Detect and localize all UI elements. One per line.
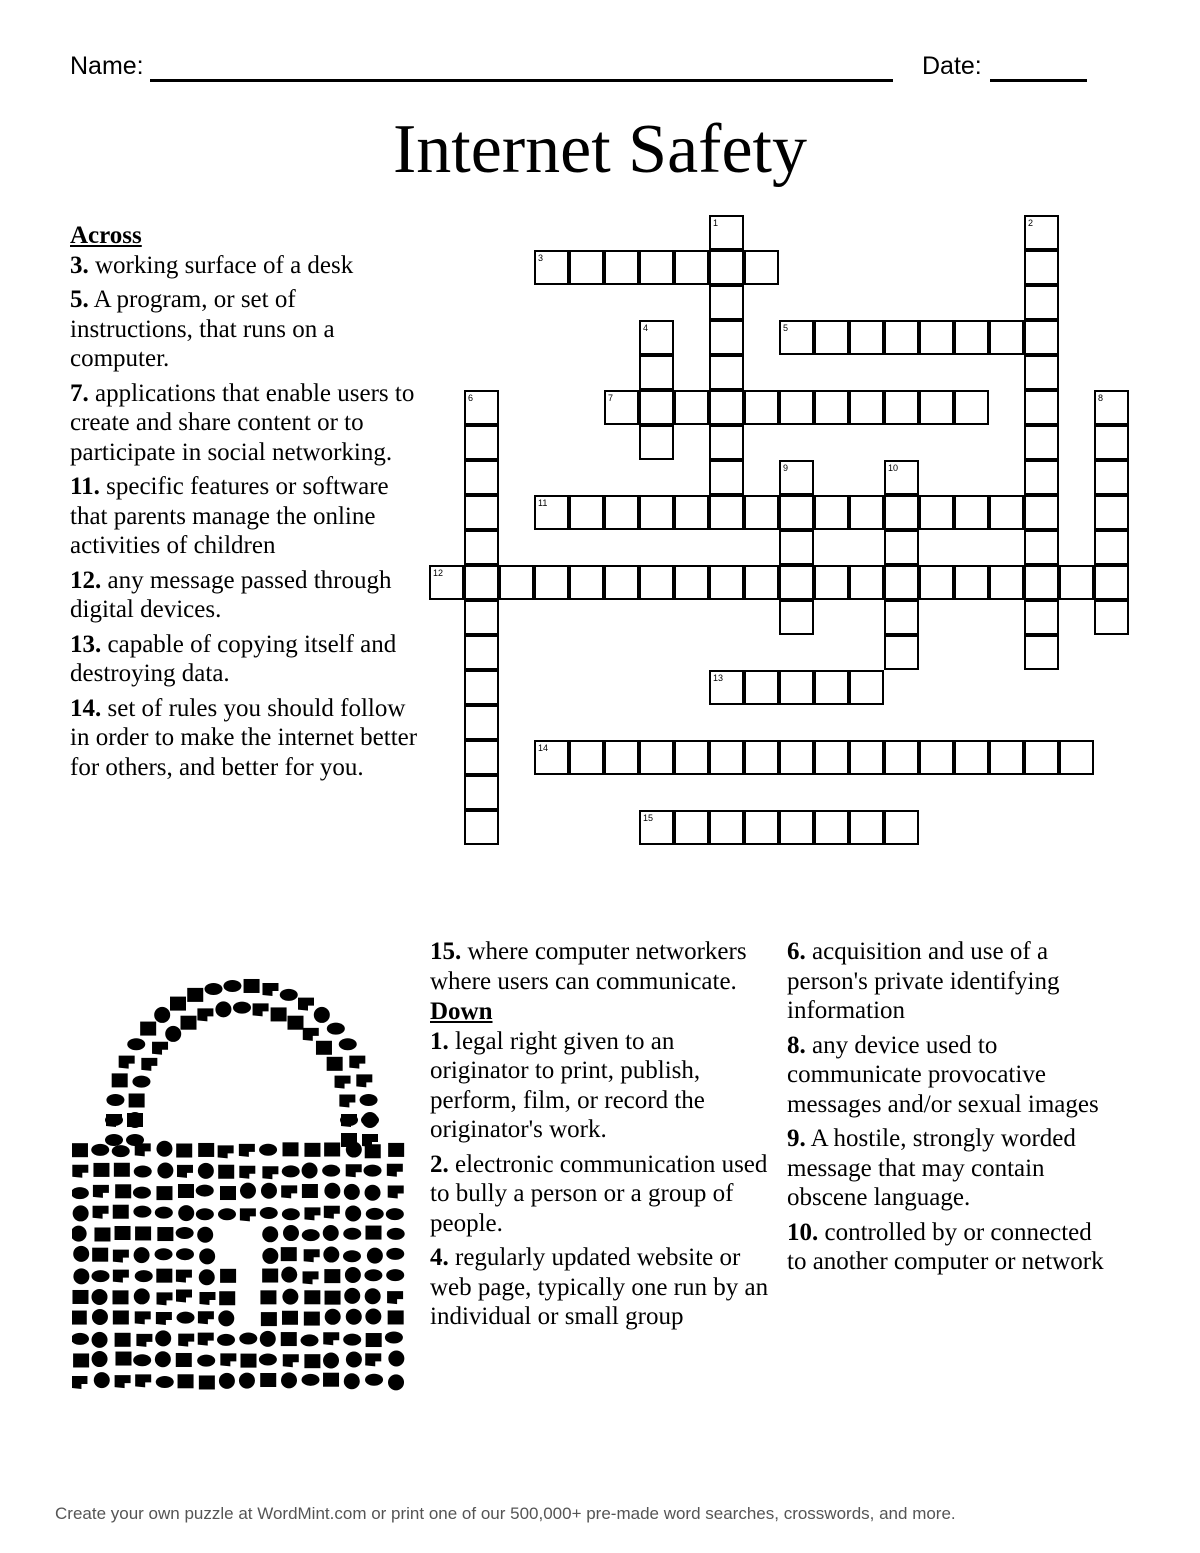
grid-cell[interactable] xyxy=(1024,320,1059,355)
grid-cell[interactable] xyxy=(674,495,709,530)
grid-cell[interactable] xyxy=(779,565,814,600)
grid-cell[interactable] xyxy=(779,530,814,565)
grid-cell[interactable] xyxy=(954,390,989,425)
clue-across-5: 5. A program, or set of instructions, that runs on a computer. xyxy=(70,286,335,372)
clue-across-3: 3. working surface of a desk xyxy=(70,251,354,279)
grid-cell[interactable] xyxy=(1094,565,1129,600)
grid-cell[interactable] xyxy=(1094,530,1129,565)
grid-cell[interactable] xyxy=(779,600,814,635)
date-label: Date: xyxy=(922,52,982,80)
grid-cell[interactable] xyxy=(1024,740,1059,775)
grid-cell[interactable] xyxy=(639,740,674,775)
grid-cell[interactable] xyxy=(744,810,779,845)
page-title: Internet Safety xyxy=(393,111,807,188)
grid-cell[interactable] xyxy=(674,390,709,425)
grid-cell[interactable] xyxy=(464,565,499,600)
grid-cell[interactable] xyxy=(849,565,884,600)
grid-cell[interactable] xyxy=(464,810,499,845)
grid-cell[interactable] xyxy=(639,355,674,390)
grid-cell[interactable] xyxy=(604,740,639,775)
grid-cell[interactable] xyxy=(814,390,849,425)
grid-cell[interactable] xyxy=(709,740,744,775)
grid-cell[interactable] xyxy=(779,495,814,530)
middle-clues-column xyxy=(430,937,775,1337)
grid-cell[interactable] xyxy=(639,250,674,285)
down-heading: Down xyxy=(430,998,493,1025)
name-field-line[interactable] xyxy=(150,79,893,82)
grid-cell[interactable] xyxy=(709,565,744,600)
across-heading: Across xyxy=(70,222,142,249)
grid-cell[interactable] xyxy=(779,390,814,425)
clue-number-1: 1 xyxy=(713,218,719,228)
clue-number-10: 10 xyxy=(888,463,899,473)
across-clues-column xyxy=(70,221,420,787)
grid-cell[interactable] xyxy=(1024,495,1059,530)
clue-down-1: 1. legal right given to an originator to print, publish, perform, film, or record the originator's work. xyxy=(430,1027,705,1143)
grid-cell[interactable] xyxy=(464,775,499,810)
grid-cell[interactable] xyxy=(1024,250,1059,285)
grid-cell[interactable] xyxy=(1094,460,1129,495)
grid-cell[interactable] xyxy=(464,670,499,705)
grid-cell[interactable] xyxy=(919,390,954,425)
grid-cell[interactable] xyxy=(1094,425,1129,460)
clue-down-8: 8. any device used to communicate provocative messages and/or sexual images xyxy=(787,1031,1099,1118)
grid-cell[interactable] xyxy=(919,320,954,355)
grid-cell[interactable] xyxy=(954,565,989,600)
grid-cell[interactable] xyxy=(464,495,499,530)
grid-cell[interactable] xyxy=(604,495,639,530)
grid-cell[interactable] xyxy=(989,320,1024,355)
clue-down-9: 9. A hostile, strongly worded message that may contain obscene language. xyxy=(787,1125,1076,1211)
clue-number-4: 4 xyxy=(643,323,649,333)
grid-cell[interactable] xyxy=(709,355,744,390)
grid-cell[interactable] xyxy=(604,250,639,285)
date-field-line[interactable] xyxy=(990,79,1087,82)
grid-cell[interactable] xyxy=(849,320,884,355)
grid-cell[interactable] xyxy=(569,495,604,530)
clue-across-12: 12. any message passed through digital devices. xyxy=(70,566,392,623)
grid-cell[interactable] xyxy=(884,740,919,775)
grid-cell[interactable] xyxy=(674,740,709,775)
clue-across-11: 11. specific features or software that parents manage the online activities of children xyxy=(70,473,389,559)
grid-cell[interactable] xyxy=(884,600,919,635)
grid-cell[interactable] xyxy=(814,740,849,775)
grid-cell[interactable] xyxy=(709,810,744,845)
grid-cell[interactable] xyxy=(1024,635,1059,670)
grid-cell[interactable] xyxy=(1024,390,1059,425)
padlock-icon xyxy=(72,970,412,1410)
grid-cell[interactable] xyxy=(814,320,849,355)
grid-cell[interactable] xyxy=(639,425,674,460)
grid-cell[interactable] xyxy=(1059,740,1094,775)
clue-across-15: 15. where computer networkers where users can communicate. xyxy=(430,938,747,995)
grid-cell[interactable] xyxy=(674,250,709,285)
grid-cell[interactable] xyxy=(569,565,604,600)
grid-cell[interactable] xyxy=(464,600,499,635)
grid-cell[interactable] xyxy=(989,740,1024,775)
clue-number-5: 5 xyxy=(783,323,789,333)
grid-cell[interactable] xyxy=(709,390,744,425)
grid-cell[interactable] xyxy=(849,390,884,425)
right-clues-column xyxy=(787,937,1117,1282)
grid-cell[interactable] xyxy=(1024,565,1059,600)
grid-cell[interactable] xyxy=(464,635,499,670)
grid-cell[interactable] xyxy=(884,565,919,600)
grid-cell[interactable] xyxy=(709,425,744,460)
grid-cell[interactable] xyxy=(884,495,919,530)
clue-across-14: 14. set of rules you should follow in order to make the internet better for others, and better for you. xyxy=(70,694,418,781)
clue-across-7: 7. applications that enable users to create and share content or to participate in social networking. xyxy=(70,379,415,466)
grid-cell[interactable] xyxy=(1024,530,1059,565)
grid-cell[interactable] xyxy=(954,320,989,355)
footer-text: Create your own puzzle at WordMint.com or print one of our 500,000+ pre-made word searches, crosswords, and more. xyxy=(55,1504,956,1523)
grid-cell[interactable] xyxy=(1024,355,1059,390)
grid-cell[interactable] xyxy=(464,740,499,775)
grid-cell[interactable] xyxy=(849,810,884,845)
grid-cell[interactable] xyxy=(849,495,884,530)
grid-cell[interactable] xyxy=(814,565,849,600)
grid-cell[interactable] xyxy=(919,495,954,530)
grid-cell[interactable] xyxy=(779,810,814,845)
name-label: Name: xyxy=(70,52,144,80)
grid-cell[interactable] xyxy=(709,320,744,355)
grid-cell[interactable] xyxy=(779,670,814,705)
grid-cell[interactable] xyxy=(744,495,779,530)
grid-cell[interactable] xyxy=(744,390,779,425)
grid-cell[interactable] xyxy=(1024,460,1059,495)
grid-cell[interactable] xyxy=(814,810,849,845)
clue-across-13: 13. capable of copying itself and destroying data. xyxy=(70,630,397,687)
grid-cell[interactable] xyxy=(919,565,954,600)
grid-cell[interactable] xyxy=(989,495,1024,530)
grid-cell[interactable] xyxy=(744,250,779,285)
grid-cell[interactable] xyxy=(464,705,499,740)
grid-cell[interactable] xyxy=(639,565,674,600)
grid-cell[interactable] xyxy=(849,740,884,775)
grid-cell[interactable] xyxy=(674,565,709,600)
clue-down-2: 2. electronic communication used to bully a person or a group of people. xyxy=(430,1150,768,1237)
grid-cell[interactable] xyxy=(639,390,674,425)
grid-cell[interactable] xyxy=(744,565,779,600)
clue-down-6: 6. acquisition and use of a person's private identifying information xyxy=(787,938,1060,1024)
clue-number-9: 9 xyxy=(783,463,789,473)
grid-cell[interactable] xyxy=(1024,425,1059,460)
clue-down-4: 4. regularly updated website or web page, typically one run by an individual or small group xyxy=(430,1244,769,1330)
grid-cell[interactable] xyxy=(1094,495,1129,530)
clue-number-7: 7 xyxy=(608,393,614,403)
grid-cell[interactable] xyxy=(814,495,849,530)
grid-cell[interactable] xyxy=(709,460,744,495)
grid-cell[interactable] xyxy=(464,530,499,565)
grid-cell[interactable] xyxy=(569,250,604,285)
grid-cell[interactable] xyxy=(499,565,534,600)
clue-number-8: 8 xyxy=(1098,393,1104,403)
grid-cell[interactable] xyxy=(639,495,674,530)
clue-number-6: 6 xyxy=(468,393,474,403)
clue-number-11: 11 xyxy=(538,498,548,508)
grid-cell[interactable] xyxy=(709,250,744,285)
grid-cell[interactable] xyxy=(884,635,919,670)
grid-cell[interactable] xyxy=(604,565,639,600)
grid-cell[interactable] xyxy=(1059,565,1094,600)
clue-number-13: 13 xyxy=(713,673,724,683)
grid-cell[interactable] xyxy=(954,495,989,530)
grid-cell[interactable] xyxy=(464,425,499,460)
clue-number-12: 12 xyxy=(433,568,444,578)
clue-number-14: 14 xyxy=(538,743,549,753)
grid-cell[interactable] xyxy=(1094,600,1129,635)
grid-cell[interactable] xyxy=(464,460,499,495)
clue-number-3: 3 xyxy=(538,253,544,263)
grid-cell[interactable] xyxy=(954,740,989,775)
grid-cell[interactable] xyxy=(674,810,709,845)
grid-cell[interactable] xyxy=(884,320,919,355)
grid-cell[interactable] xyxy=(989,565,1024,600)
grid-cell[interactable] xyxy=(1024,285,1059,320)
grid-cell[interactable] xyxy=(919,740,954,775)
grid-cell[interactable] xyxy=(884,530,919,565)
grid-cell[interactable] xyxy=(884,810,919,845)
grid-cell[interactable] xyxy=(849,670,884,705)
grid-cell[interactable] xyxy=(744,740,779,775)
grid-cell[interactable] xyxy=(709,285,744,320)
clue-down-10: 10. controlled by or connected to another computer or network xyxy=(787,1218,1104,1275)
grid-cell[interactable] xyxy=(779,740,814,775)
grid-cell[interactable] xyxy=(744,670,779,705)
grid-cell[interactable] xyxy=(814,670,849,705)
grid-cell[interactable] xyxy=(709,495,744,530)
grid-cell[interactable] xyxy=(884,390,919,425)
clue-number-2: 2 xyxy=(1028,218,1034,228)
grid-cell[interactable] xyxy=(569,740,604,775)
grid-cell[interactable] xyxy=(1024,600,1059,635)
grid-cell[interactable] xyxy=(534,565,569,600)
clue-number-15: 15 xyxy=(643,813,654,823)
